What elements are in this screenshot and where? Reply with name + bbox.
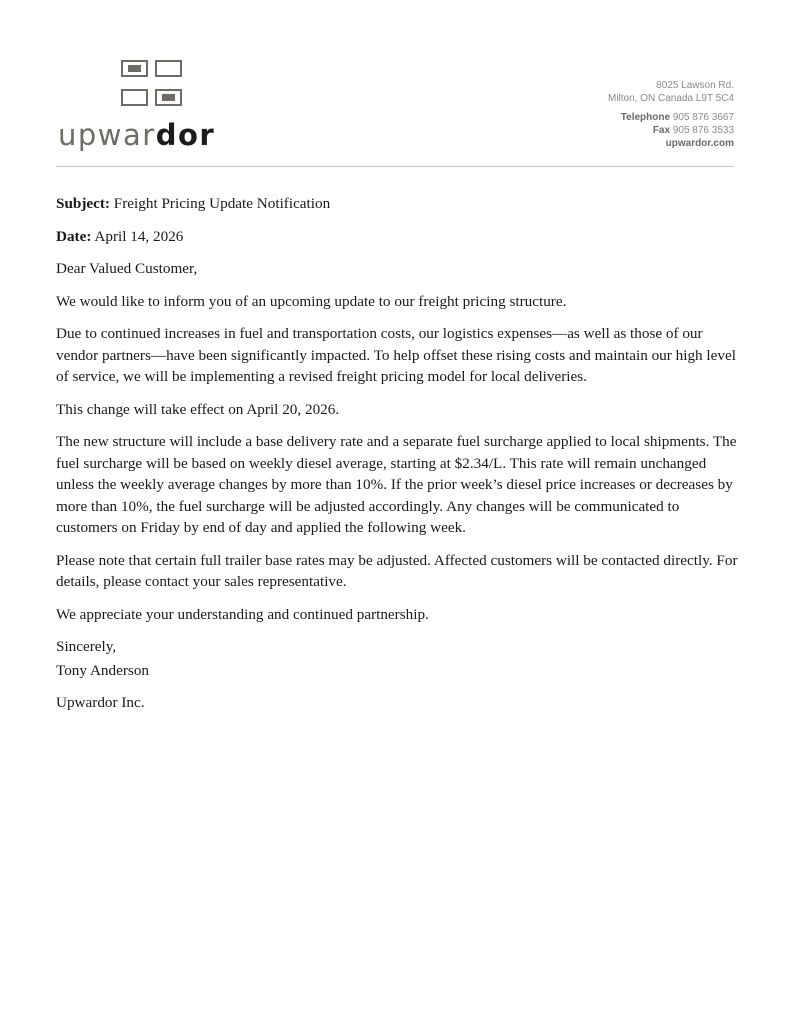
paragraph-structure: The new structure will include a base delivery rate and a separate fuel surcharge applied to local shipments. The fuel surcharge will be based on weekly diesel average, starting at $2.34/L. This rate will remain unchanged unless the weekly average changes by more than 10%. If the prior week’s diesel price increases or decreases by more than 10%, the fuel surcharge will be adjusted accordingly. Any changes will be communicated to customers on Friday by end of day and applied the following week. [56,433,737,536]
paragraph-intro: We would like to inform you of an upcoming update to our freight pricing structure. [56,292,567,310]
paragraph-trailer-rates: Please note that certain full trailer base rates may be adjusted. Affected customers will be contacted directly. For details, please contact your sales representative. [56,551,738,590]
logo-square-top-right [155,60,182,77]
header-divider [56,166,734,167]
paragraph-effective-date: This change will take effect on April 20, 2026. [56,400,340,418]
date-line: Date: April 14, 2026 [56,227,184,245]
logo-square-top-left [121,60,148,77]
website-link[interactable]: upwardor.com [665,138,734,149]
letter-body [56,193,740,725]
paragraph-reason: Due to continued increases in fuel and transportation costs, our logistics expenses—as well as those of our vendor partners—have been significantly impacted. To help offset these rising costs and maintain our high level of service, we will be implementing a revised freight pricing model for local deliveries. [56,325,736,385]
address-street: 8025 Lawson Rd. [656,80,734,91]
telephone-line: Telephone 905 876 3667 [620,112,734,123]
paragraph-thanks: We appreciate your understanding and continued partnership. [56,605,429,623]
company-name: Upwardor Inc. [56,694,145,711]
logo-square-bottom-right [155,89,182,106]
company-logo [58,60,258,155]
closing: Sincerely, [56,638,117,655]
address-city: Milton, ON Canada L9T 5C4 [608,93,734,104]
logo-wordmark: upwardor [58,118,216,152]
subject-line: Subject: Freight Pricing Update Notification [56,195,331,212]
fax-line: Fax 905 876 3533 [652,125,734,136]
salutation: Dear Valued Customer, [56,260,198,277]
logo-square-bottom-left [121,89,148,106]
signatory: Tony Anderson [56,661,150,679]
company-address-block [608,79,734,150]
